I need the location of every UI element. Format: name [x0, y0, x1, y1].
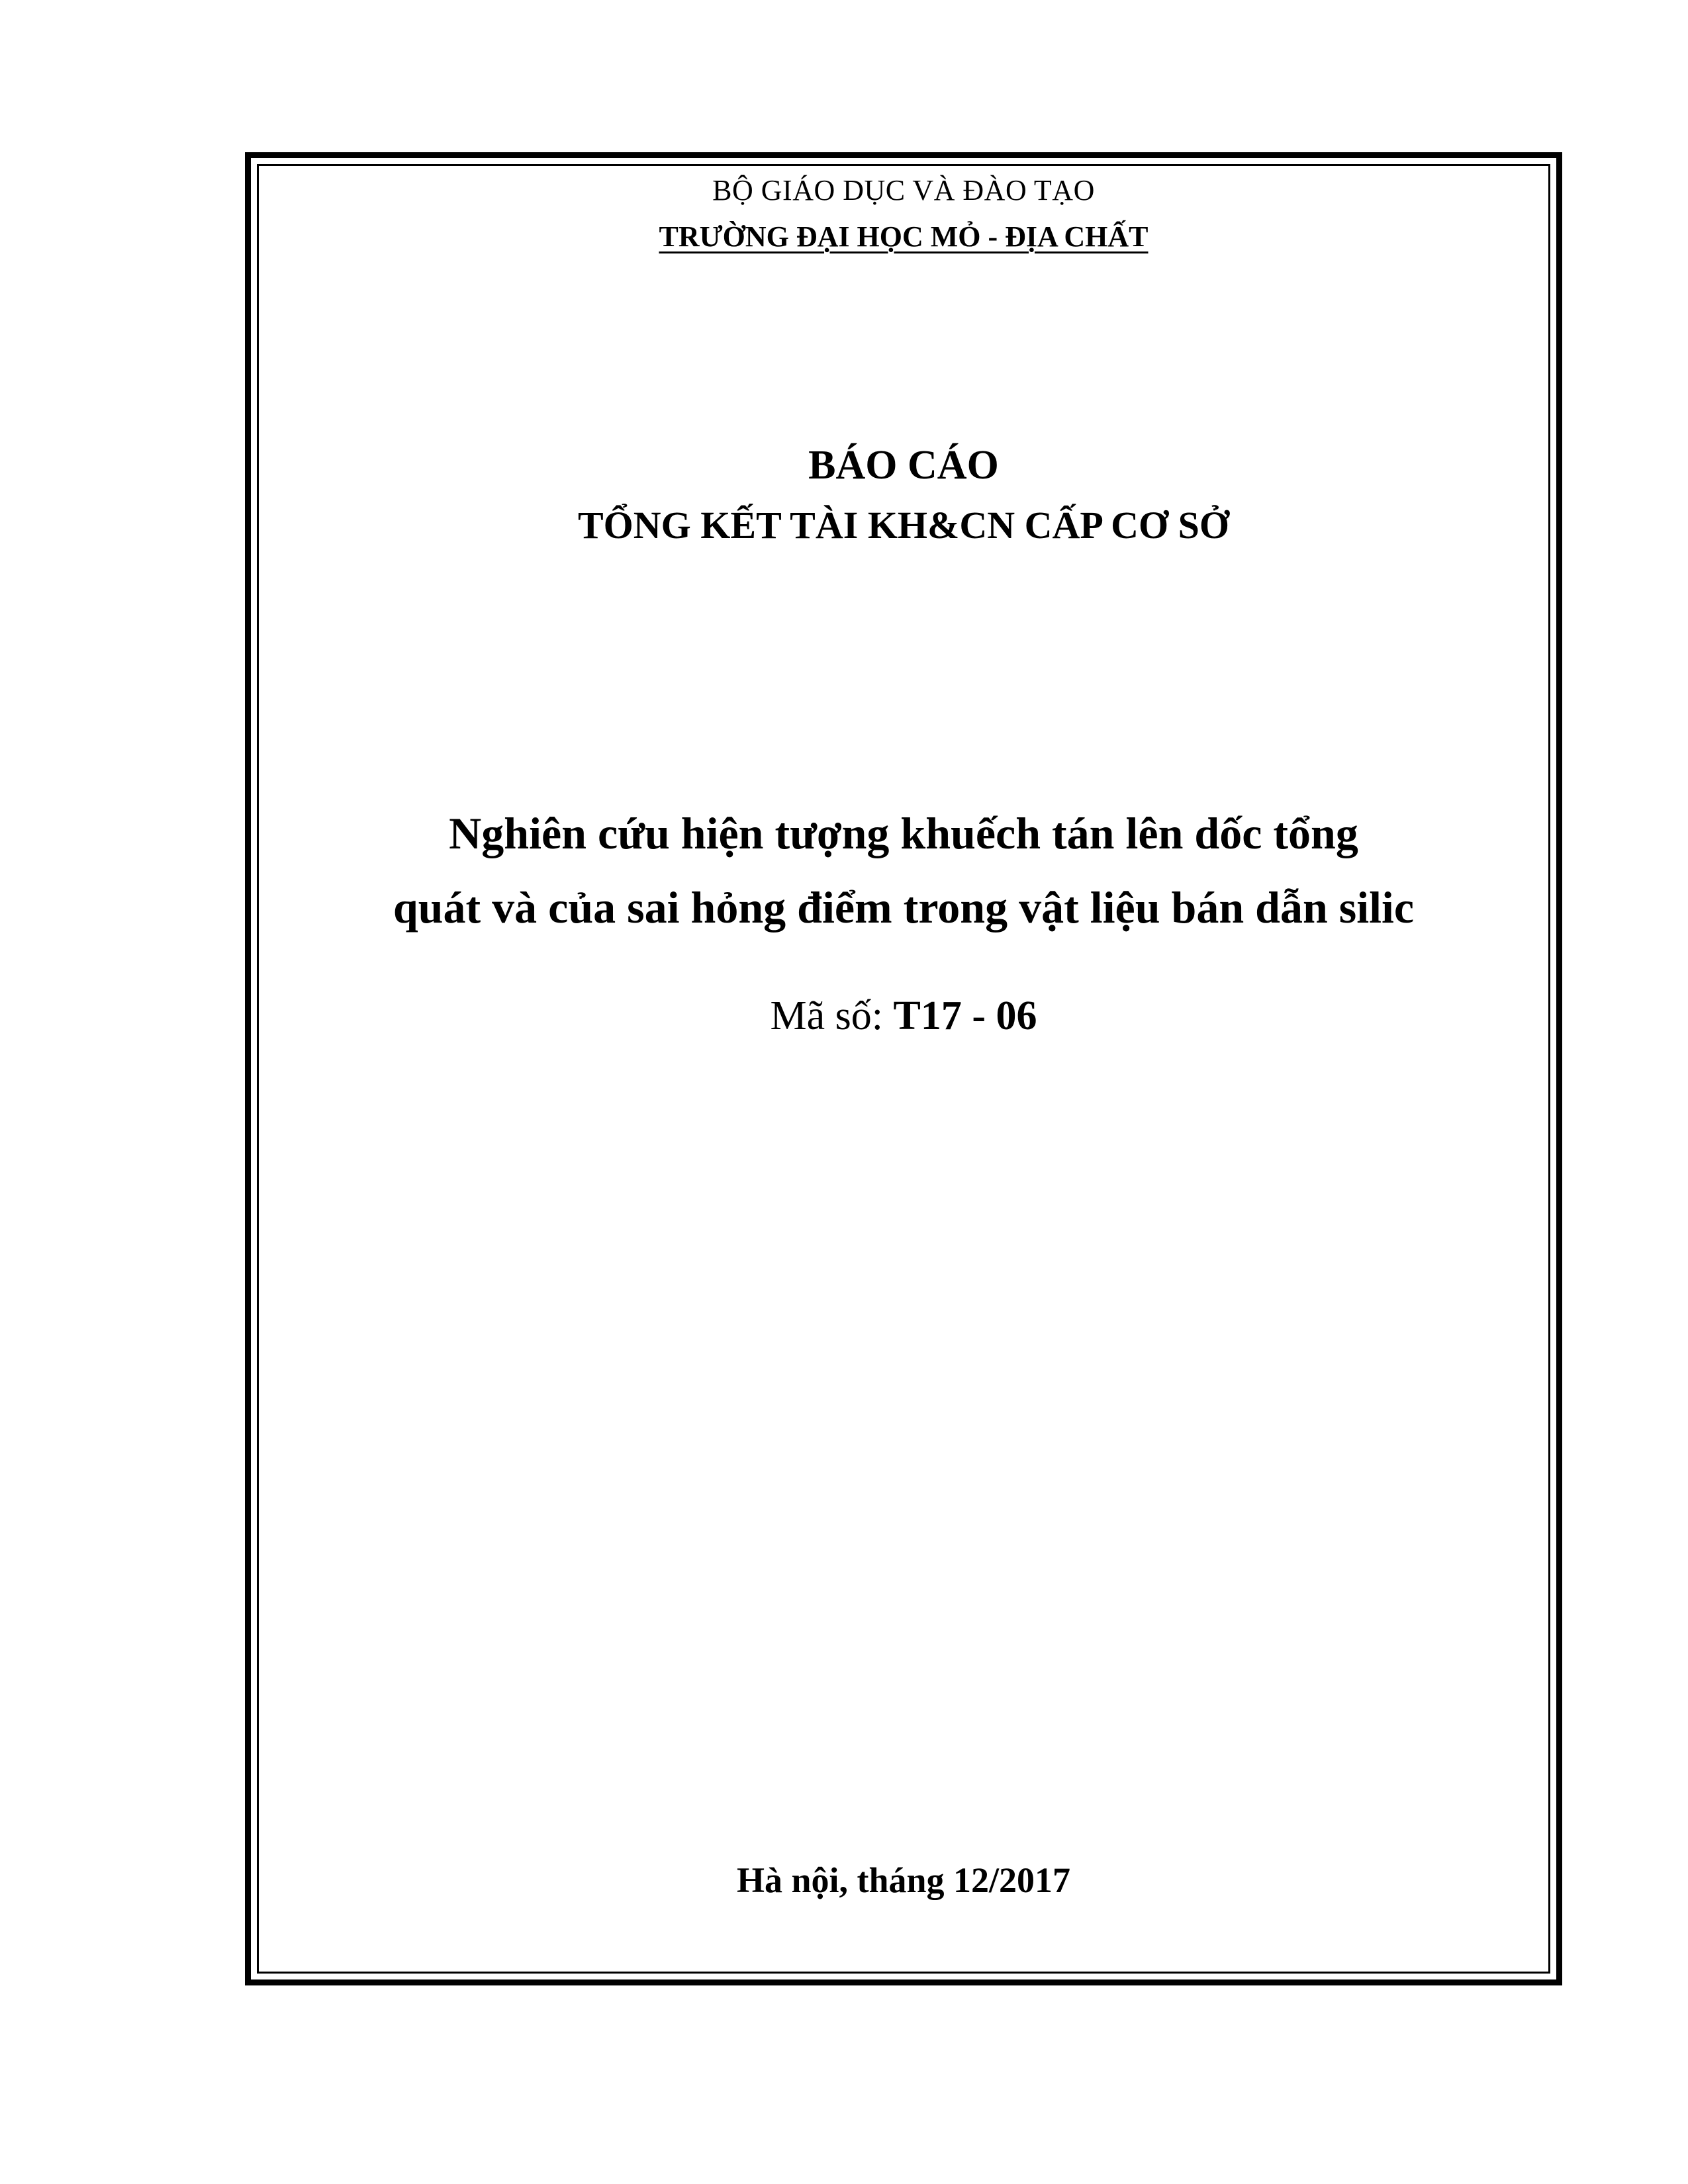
ministry-name: BỘ GIÁO DỤC VÀ ĐÀO TẠO — [712, 174, 1095, 206]
report-subtitle: TỔNG KẾT TÀI KH&CN CẤP CƠ SỞ — [577, 504, 1230, 547]
page-border-inner — [257, 164, 1550, 1974]
university-name — [257, 220, 1550, 253]
report-label: BÁO CÁO — [808, 443, 999, 488]
project-code — [257, 993, 1550, 1040]
project-title-line-2: quát và của sai hỏng điểm trong vật liệu bán dẫn silic — [393, 882, 1415, 933]
project-title-line-1: Nghiên cứu hiện tượng khuếch tán lên dốc tổng — [449, 808, 1358, 858]
place-date: Hà nội, tháng 12/2017 — [736, 1860, 1071, 1900]
university-name-text: TRƯỜNG ĐẠI HỌC MỎ - ĐỊA CHẤT — [659, 220, 1149, 253]
project-code-label: Mã số: — [770, 993, 883, 1038]
project-code-value: T17 - 06 — [893, 993, 1037, 1038]
